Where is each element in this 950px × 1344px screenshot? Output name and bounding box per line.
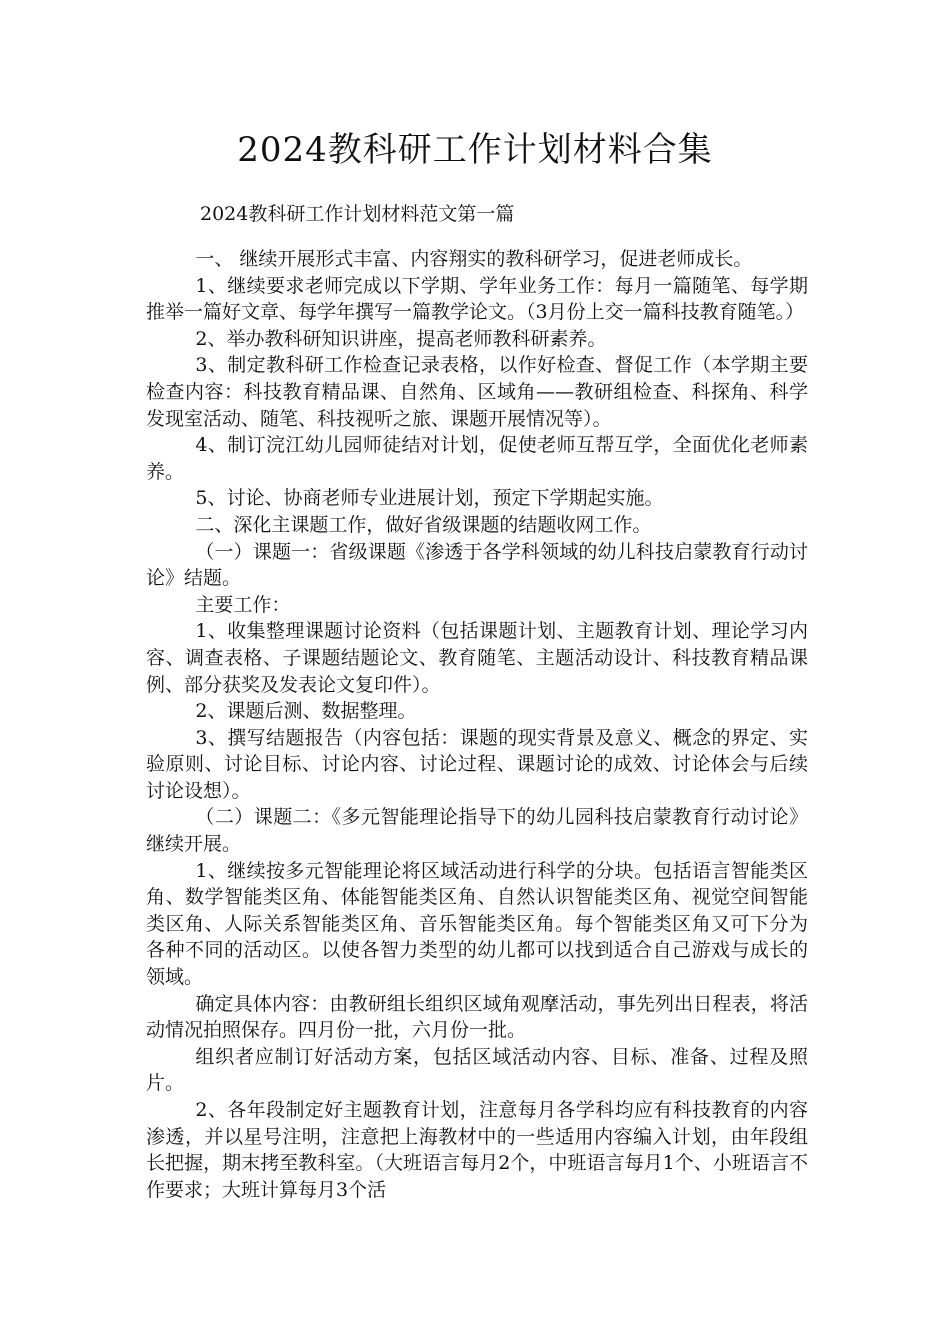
paragraph: （一）课题一：省级课题《渗透于各学科领域的幼儿科技启蒙教育行动讨论》结题。: [146, 540, 808, 590]
document-subtitle: 2024教科研工作计划材料范文第一篇: [200, 203, 515, 225]
paragraph: 2、课题后测、数据整理。: [195, 700, 417, 723]
paragraph: 二、深化主课题工作，做好省级课题的结题收网工作。: [195, 513, 652, 536]
paragraph: 一、 继续开展形式丰富、内容翔实的教科研学习，促进老师成长。: [195, 248, 753, 270]
paragraph: 1、继续要求老师完成以下学期、学年业务工作：每月一篇随笔、每学期推举一篇好文章、每学年撰写一篇教学论文。（3月份上交一篇科技教育随笔。）: [146, 274, 808, 324]
paragraph: 5、讨论、协商老师专业进展计划，预定下学期起实施。: [195, 487, 664, 510]
paragraph: 4、制订浣江幼儿园师徒结对计划，促使老师互帮互学，全面优化老师素养。: [146, 434, 808, 483]
paragraph: 2、各年段制定好主题教育计划，注意每月各学科均应有科技教育的内容渗透，并以星号注明，注意把上海教材中的一些适用内容编入计划，由年段组长把握，期末拷至教科室。（大班语言每月2个，中班语言每月1个、小班语言不作要求；大班计算每月3个活: [146, 1099, 808, 1201]
paragraph: 3、撰写结题报告（内容包括：课题的现实背景及意义、概念的界定、实验原则、讨论目标、讨论内容、讨论过程、课题讨论的成效、讨论体会与后续讨论设想）。: [146, 726, 808, 802]
paragraph: 组织者应制订好活动方案，包括区域活动内容、目标、准备、过程及照片。: [146, 1045, 808, 1095]
paragraph: 1、继续按多元智能理论将区域活动进行科学的分块。包括语言智能类区角、数学智能类区角、体能智能类区角、自然认识智能类区角、视觉空间智能类区角、人际关系智能类区角、音乐智能类区角。每个智能类区角又可下分为各种不同的活动区。以使各智力类型的幼儿都可以找到适合自己游戏与成长的领域。: [146, 859, 808, 989]
paragraph: 1、收集整理课题讨论资料（包括课题计划、主题教育计划、理论学习内容、调查表格、子课题结题论文、教育随笔、主题活动设计、科技教育精品课例、部分获奖及发表论文复印件）。: [146, 620, 808, 696]
paragraph: 2、举办教科研知识讲座，提高老师教科研素养。: [195, 327, 607, 350]
document-title: 2024教科研工作计划材料合集: [237, 130, 713, 170]
paragraph: 3、制定教科研工作检查记录表格，以作好检查、督促工作（本学期主要检查内容：科技教育精品课、自然角、区域角——教研组检查、科探角、科学发现室活动、随笔、科技视听之旅、课题开展情况等）。: [146, 354, 808, 430]
document-body: [146, 246, 808, 1203]
paragraph: （二）课题二：《多元智能理论指导下的幼儿园科技启蒙教育行动讨论》继续开展。: [146, 806, 808, 856]
paragraph: 主要工作：: [195, 593, 291, 616]
paragraph: 确定具体内容：由教研组长组织区域角观摩活动，事先列出日程表，将活动情况拍照保存。四月份一批，六月份一批。: [146, 992, 808, 1042]
